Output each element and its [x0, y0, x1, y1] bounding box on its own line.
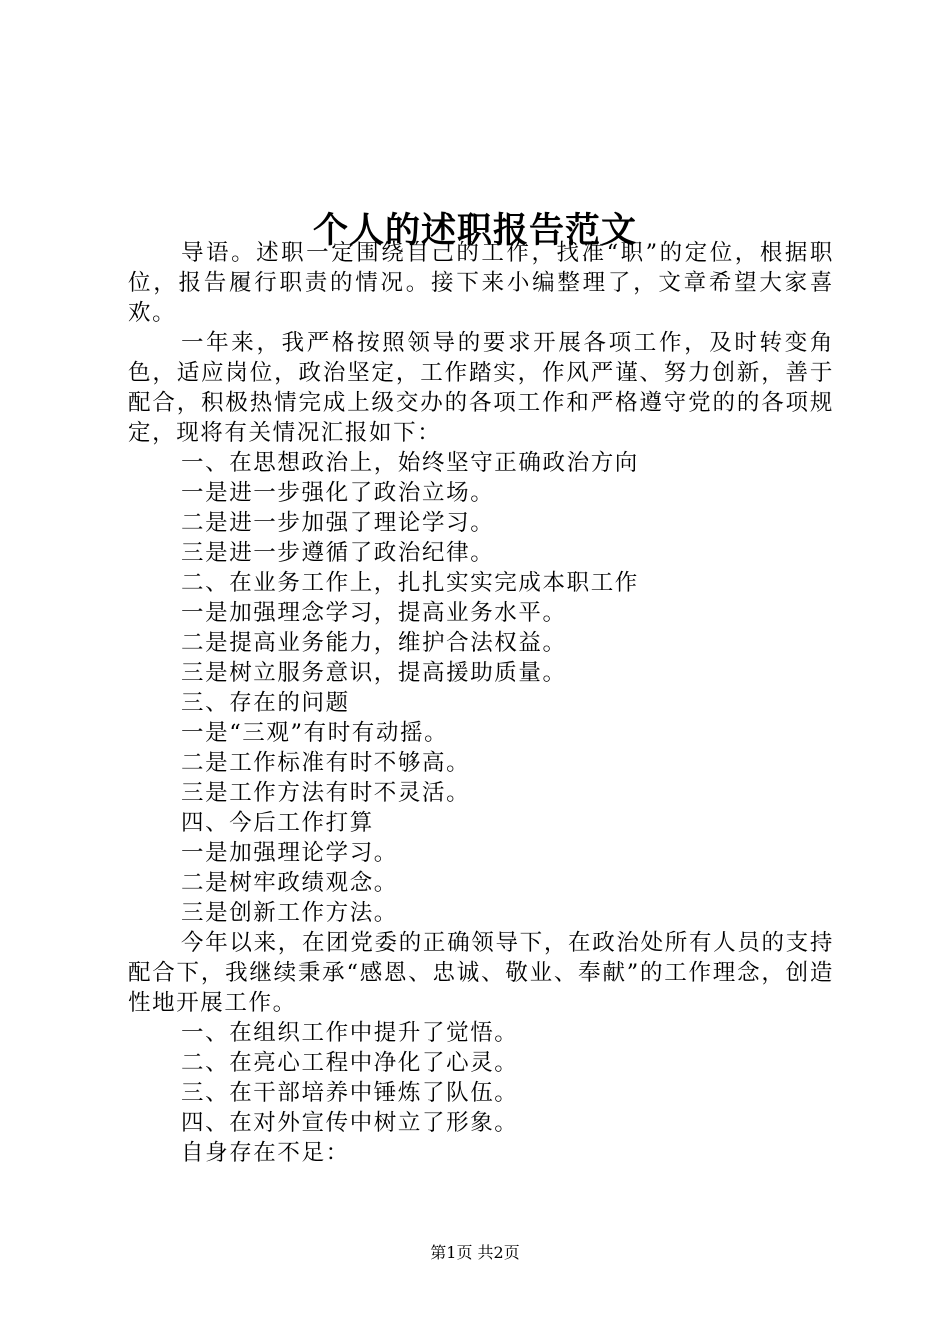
document-body: [128, 238, 834, 1168]
list-item: 三是创新工作方法。: [181, 900, 398, 926]
paragraph: 一年来，我严格按照领导的要求开展各项工作，及时转变角色，适应岗位，政治坚定，工作踏实，作风严谨、努力创新，善于配合，积极热情完成上级交办的各项工作和严格遵守党的的各项规定，现将有关情况汇报如下：: [128, 330, 834, 446]
list-item: 三是进一步遵循了政治纪律。: [181, 540, 495, 566]
list-item: 二是提高业务能力，维护合法权益。: [181, 630, 567, 656]
list-item: 一、在组织工作中提升了觉悟。: [181, 1020, 519, 1046]
list-item: 二是树牢政绩观念。: [181, 870, 398, 896]
list-item: 二、在亮心工程中净化了心灵。: [181, 1050, 519, 1076]
paragraph: 今年以来，在团党委的正确领导下，在政治处所有人员的支持配合下，我继续秉承“感恩、忠诚、敬业、奉献”的工作理念，创造性地开展工作。: [128, 930, 834, 1016]
list-item: 三、在干部培养中锤炼了队伍。: [181, 1080, 519, 1106]
list-item: 三是树立服务意识，提高援助质量。: [181, 660, 567, 686]
page-footer: 第1页 共2页: [430, 1243, 520, 1262]
paragraph: 导语。述职一定围绕自己的工作，找准“职”的定位，根据职位，报告履行职责的情况。接下来小编整理了，文章希望大家喜欢。: [128, 240, 834, 326]
list-item: 二是进一步加强了理论学习。: [181, 510, 495, 536]
section-heading: 一、在思想政治上，始终坚守正确政治方向: [181, 450, 639, 476]
section-heading: 二、在业务工作上，扎扎实实完成本职工作: [181, 570, 639, 596]
paragraph: 自身存在不足：: [181, 1140, 350, 1166]
list-item: 一是“三观”有时有动摇。: [181, 720, 449, 746]
list-item: 一是加强理论学习。: [181, 840, 398, 866]
list-item: 一是进一步强化了政治立场。: [181, 480, 495, 506]
list-item: 四、在对外宣传中树立了形象。: [181, 1110, 519, 1136]
section-heading: 三、存在的问题: [181, 690, 350, 716]
document-title: 个人的述职报告范文: [312, 211, 637, 252]
section-heading: 四、今后工作打算: [181, 810, 374, 836]
list-item: 一是加强理念学习，提高业务水平。: [181, 600, 567, 626]
list-item: 二是工作标准有时不够高。: [181, 750, 471, 776]
list-item: 三是工作方法有时不灵活。: [181, 780, 471, 806]
